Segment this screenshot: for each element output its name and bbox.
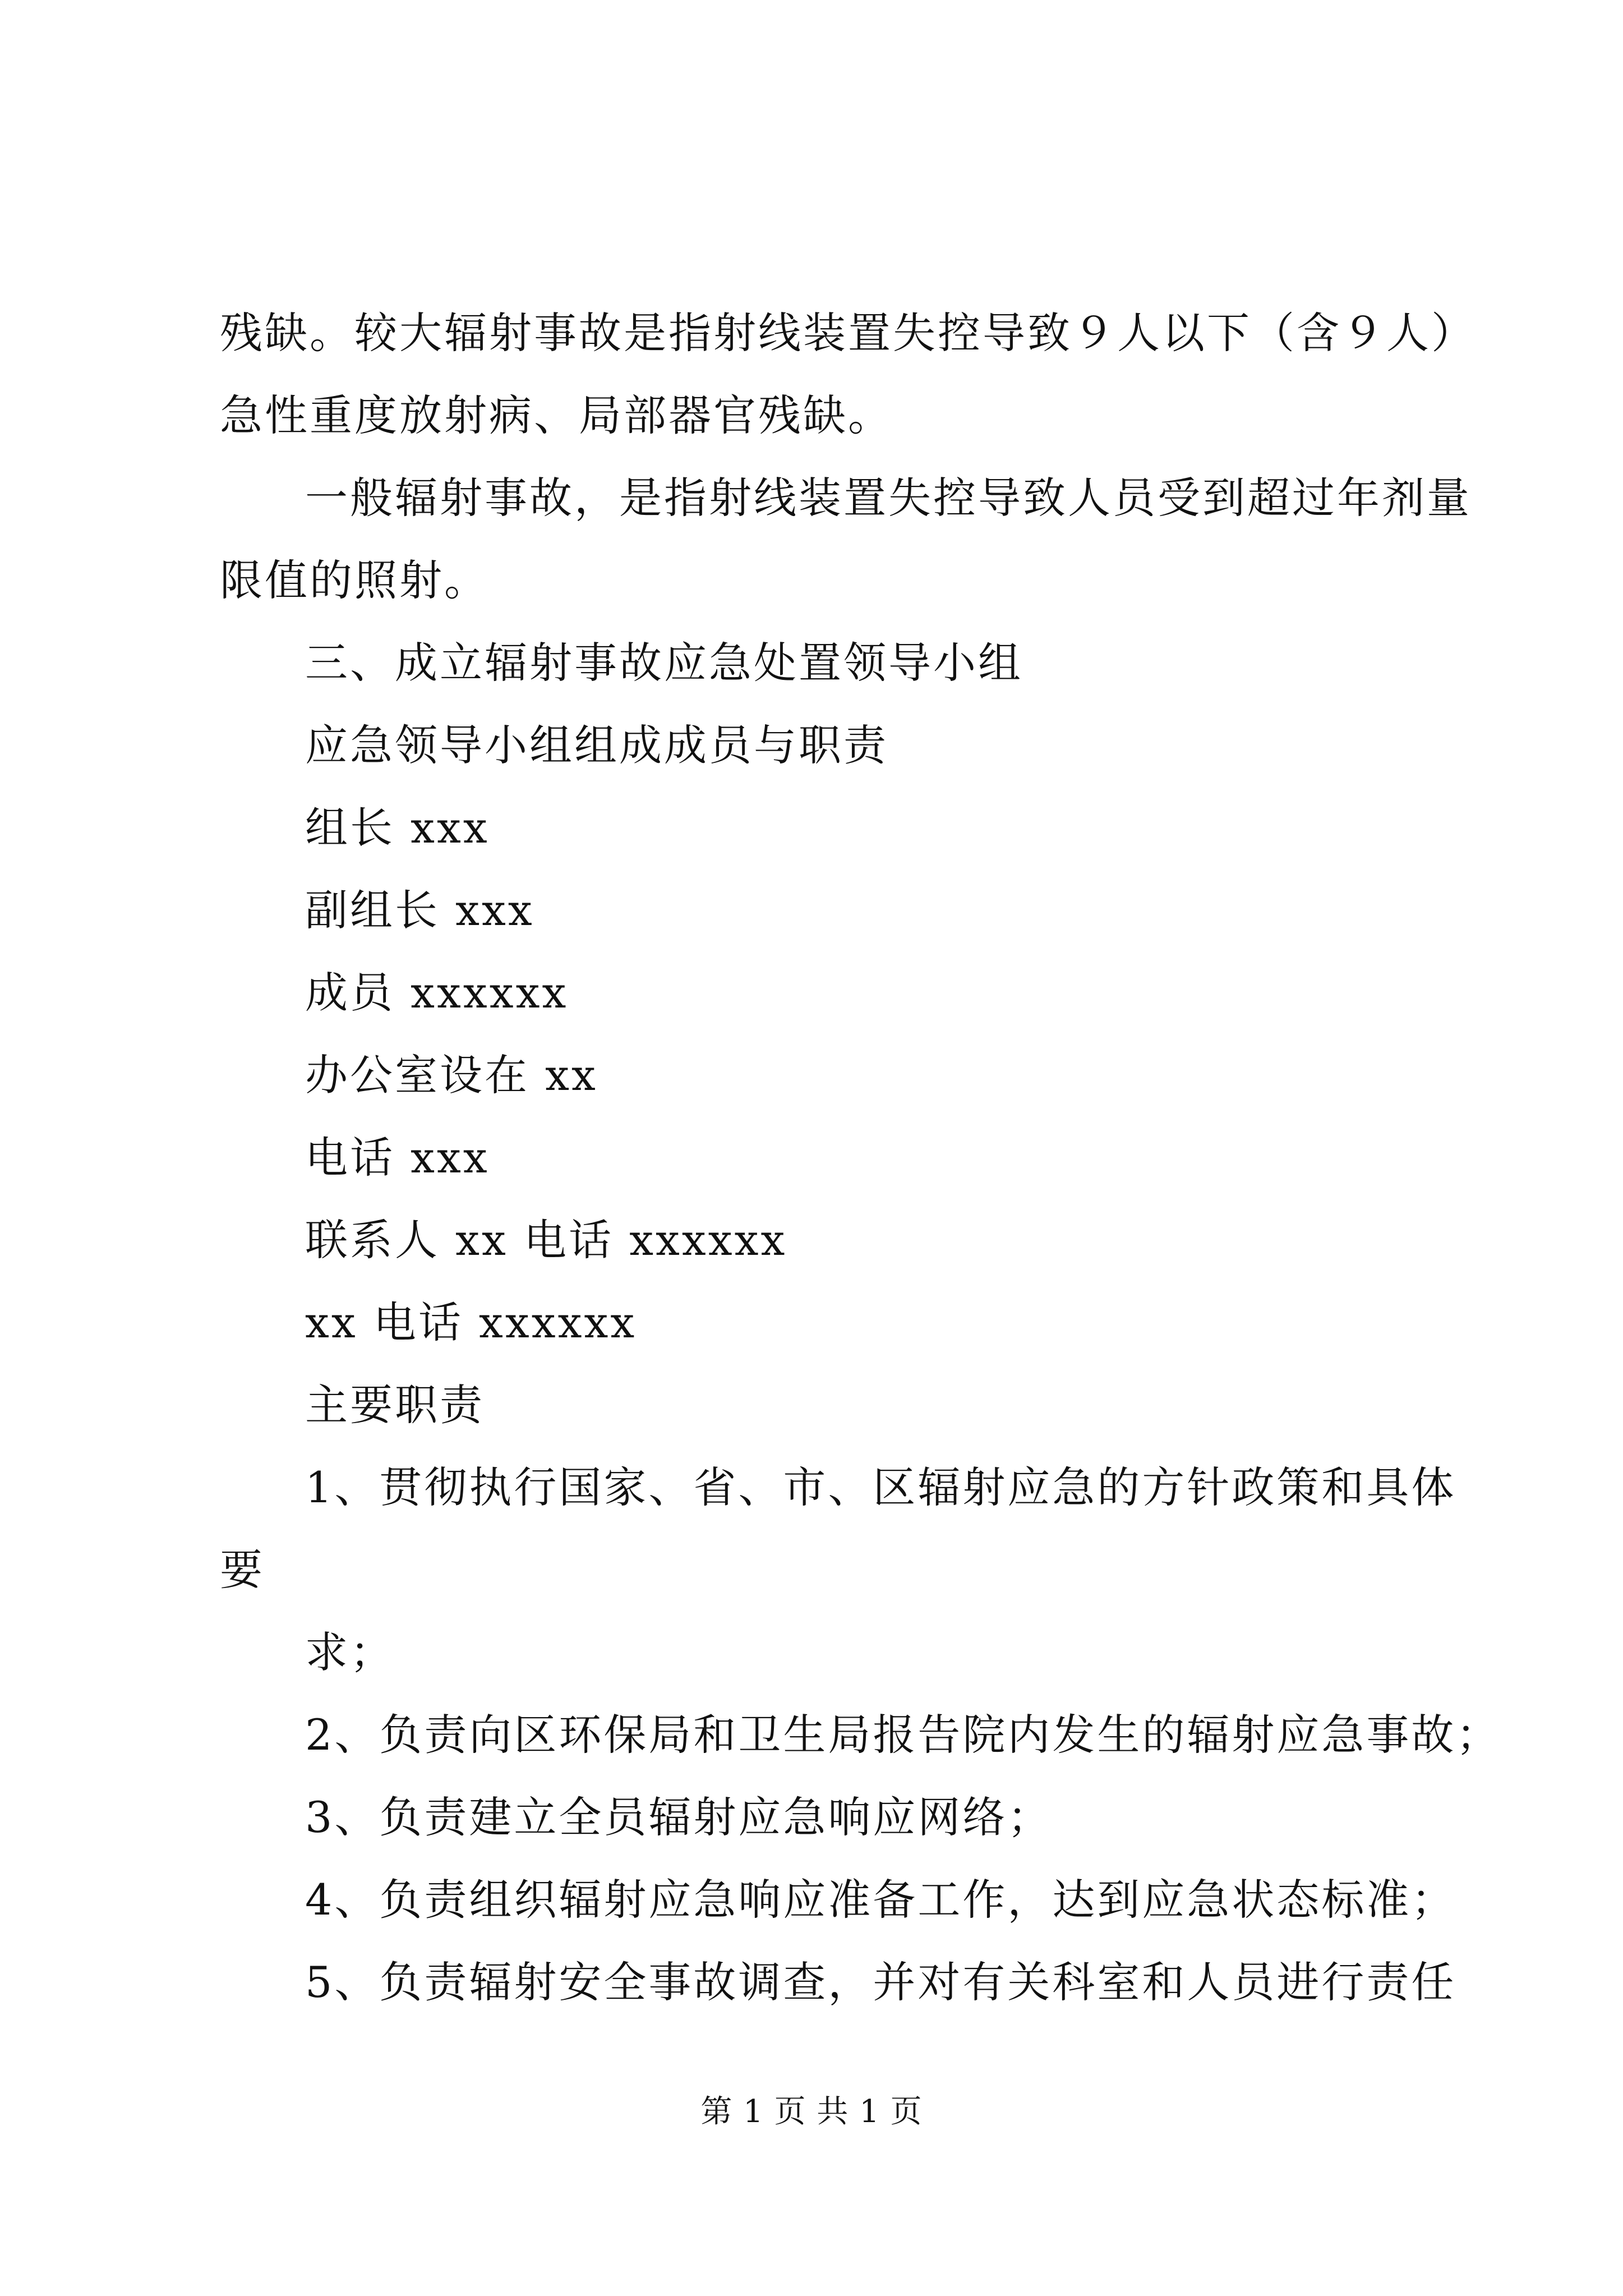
text-line: 应急领导小组组成成员与职责 [305,720,888,770]
text-line: 5、负责辐射安全事故调查，并对有关科室和人员进行责任 [305,1957,1456,2007]
text-line: 急性重度放射病、局部器官残缺。 [220,390,893,440]
text-line: 求； [305,1627,395,1677]
text-line: 残缺。较大辐射事故是指射线装置失控导致９人以下（含９人） [220,308,1476,358]
text-line: 一般辐射事故，是指射线装置失控导致人员受到超过年剂量 [305,473,1472,523]
text-line: 1、贯彻执行国家、省、市、区辐射应急的方针政策和具体 [305,1462,1456,1512]
text-line: 要 [220,1545,265,1595]
text-line: 4、负责组织辐射应急响应准备工作，达到应急状态标准； [305,1875,1456,1925]
text-line: 3、负责建立全员辐射应急响应网络； [305,1792,1053,1842]
text-line: 办公室设在 xx [305,1050,598,1100]
text-line: xx 电话 xxxxxx [305,1297,637,1347]
text-line: 副组长 xxx [305,885,534,935]
text-line: 联系人 xx 电话 xxxxxx [305,1215,787,1265]
document-body [220,292,1501,2023]
text-line: 成员 xxxxxx [305,968,569,1018]
text-line: 组长 xxx [305,803,490,853]
page-footer: 第 1 页 共 1 页 [700,2093,923,2130]
text-line: 主要职责 [305,1380,485,1430]
section-heading: 三、成立辐射事故应急处置领导小组 [305,638,1023,688]
text-line: 2、负责向区环保局和卫生局报告院内发生的辐射应急事故； [305,1710,1501,1760]
text-line: 电话 xxx [305,1133,490,1182]
text-line: 限值的照射。 [220,555,489,605]
